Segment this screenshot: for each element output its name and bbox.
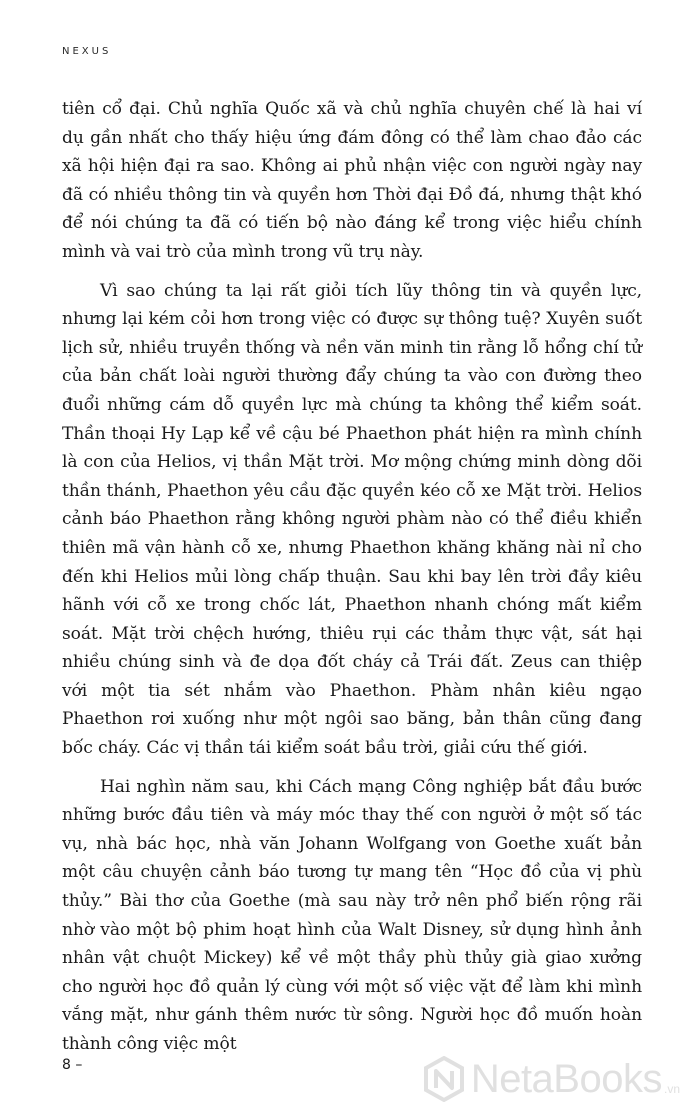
- running-head: NEXUS: [62, 46, 112, 57]
- paragraph-3: Hai nghìn năm sau, khi Cách mạng Công nghiệp bắt đầu bước những bước đầu tiên và máy móc thay thế con người ở một số tác vụ, nhà bác học, nhà văn Johann Wolfgang von Goethe xuất bản một câu chuyện cảnh báo tương tự mang tên “Học đồ của vị phù thủy.” Bài thơ của Goethe (mà sau này trở nên phổ biến rộng rãi nhờ vào một bộ phim hoạt hình của Walt Disney, sử dụng hình ảnh nhân vật chuột Mickey) kể về một thầy phù thủy già giao xưởng cho người học đồ quản lý cùng với một số việc vặt để làm khi mình vắng mặt, như gánh thêm nước từ sông. Người học đồ muốn hoàn thành công việc một: [62, 776, 642, 1054]
- watermark-suffix: .vn: [663, 1082, 680, 1096]
- watermark: [423, 1056, 680, 1102]
- paragraph-1: tiên cổ đại. Chủ nghĩa Quốc xã và chủ nghĩa chuyên chế là hai ví dụ gần nhất cho thấy hiệu ứng đám đông có thể làm chao đảo các xã hội hiện đại ra sao. Không ai phủ nhận việc con người ngày nay đã có nhiều thông tin và quyền hơn Thời đại Đồ đá, nhưng thật khó để nói chúng ta đã có tiến bộ nào đáng kể trong việc hiểu chính mình và vai trò của mình trong vũ trụ này.: [62, 99, 642, 262]
- netabooks-logo-icon: [423, 1056, 465, 1102]
- page-number: 8 –: [62, 1057, 83, 1073]
- page-body: [62, 95, 642, 1059]
- watermark-brand: NetaBooks: [470, 1057, 662, 1101]
- paragraph-2: Vì sao chúng ta lại rất giỏi tích lũy thông tin và quyền lực, nhưng lại kém cỏi hơn trong việc có được sự thông tuệ? Xuyên suốt lịch sử, nhiều truyền thống và nền văn minh tin rằng lỗ hổng chí tử của bản chất loài người thường đẩy chúng ta vào con đường theo đuổi những cám dỗ quyền lực mà chúng ta không thể kiểm soát. Thần thoại Hy Lạp kể về cậu bé Phaethon phát hiện ra mình chính là con của Helios, vị thần Mặt trời. Mơ mộng chứng minh dòng dõi thần thánh, Phaethon yêu cầu đặc quyền kéo cỗ xe Mặt trời. Helios cảnh báo Phaethon rằng không người phàm nào có thể điều khiển thiên mã vận hành cỗ xe, nhưng Phaethon khăng khăng nài nỉ cho đến khi Helios mủi lòng chấp thuận. Sau khi bay lên trời đầy kiêu hãnh với cỗ xe trong chốc lát, Phaethon nhanh chóng mất kiểm soát. Mặt trời chệch hướng, thiêu rụi các thảm thực vật, sát hại nhiều chúng sinh và đe dọa đốt cháy cả Trái đất. Zeus can thiệp với một tia sét nhắm vào Phaethon. Phàm nhân kiêu ngạo Phaethon rơi xuống như một ngôi sao băng, bản thân cũng đang bốc cháy. Các vị thần tái kiểm soát bầu trời, giải cứu thế giới.: [62, 280, 642, 759]
